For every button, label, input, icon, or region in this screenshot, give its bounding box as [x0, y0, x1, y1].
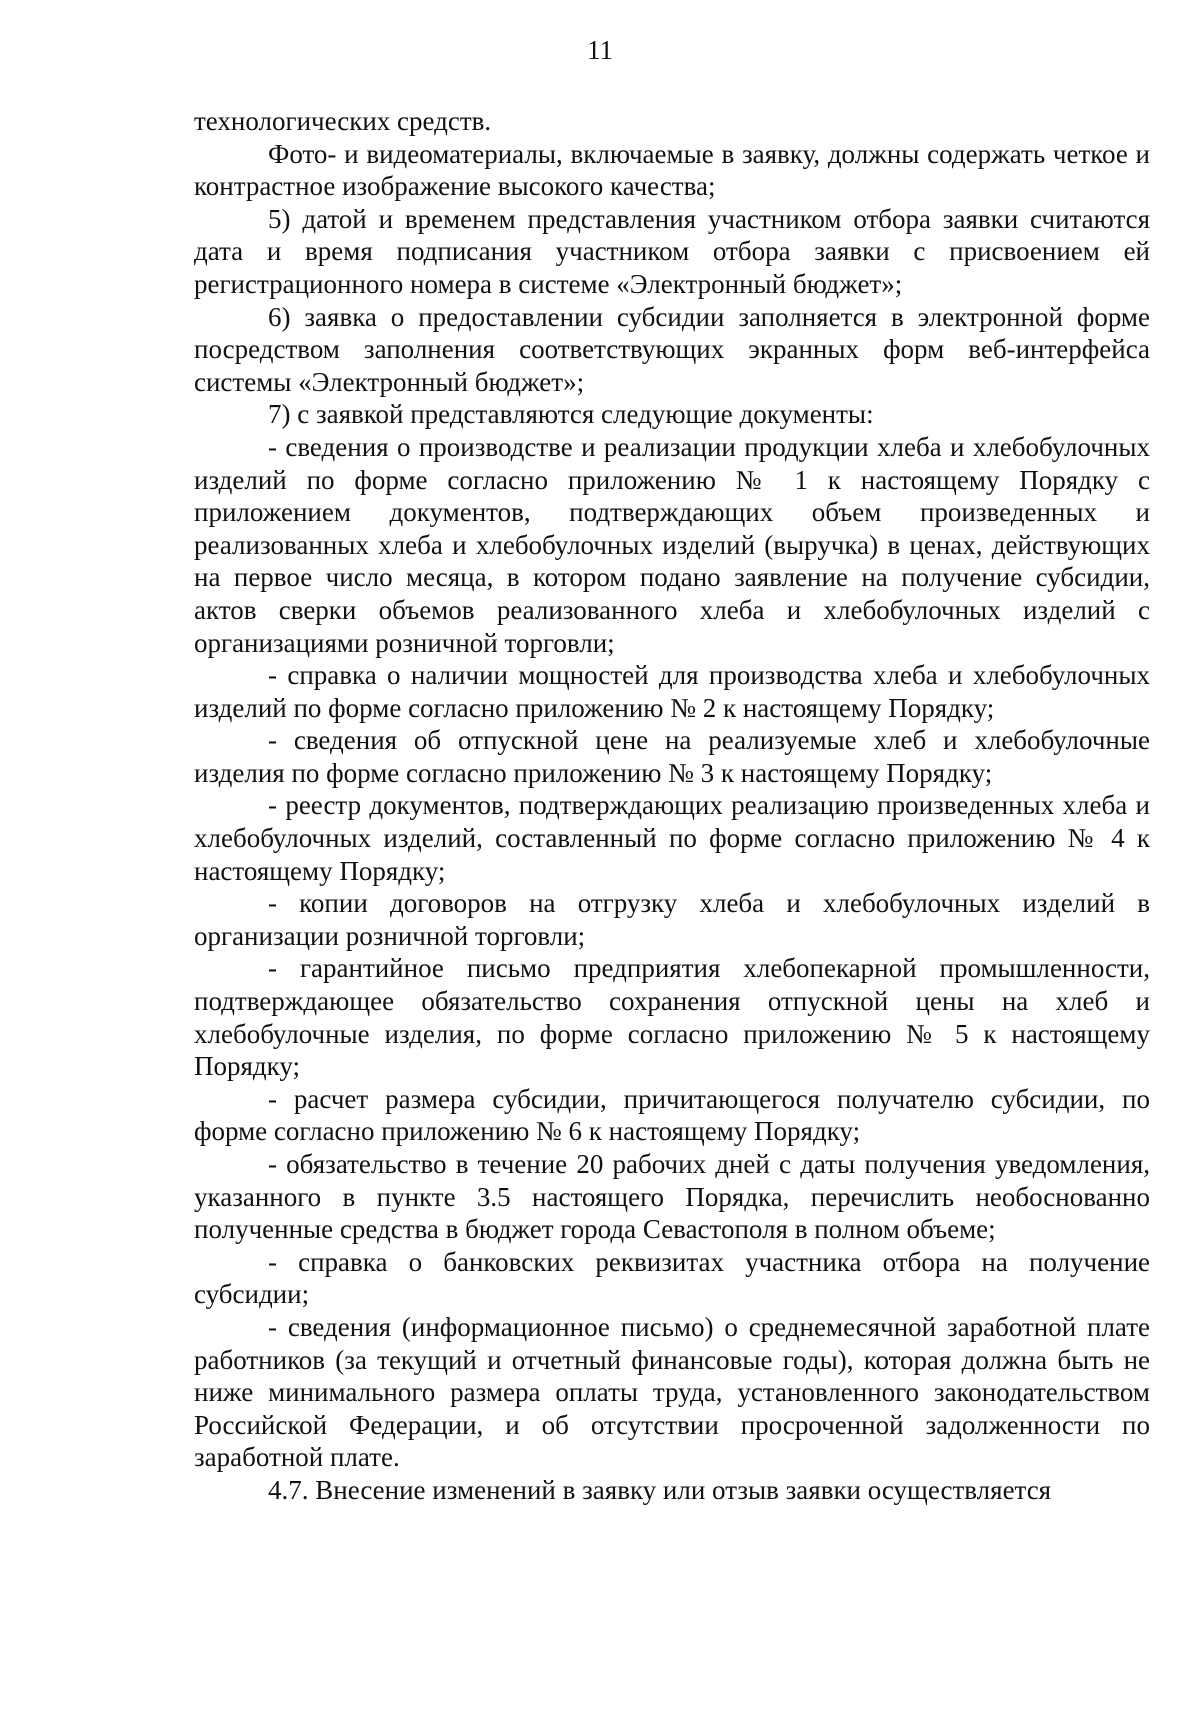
list-item-price-info: - сведения об отпускной цене на реализуемые хлеб и хлебобулочные изделия по форме согласно приложению № 3 к настоящему Порядку;	[194, 725, 1150, 788]
list-item-contract-copies: - копии договоров на отгрузку хлеба и хлебобулочных изделий в организации розничной торговли;	[194, 888, 1150, 951]
document-body	[194, 105, 1150, 1507]
list-item-guarantee-letter: - гарантийное письмо предприятия хлебопекарной промышленности, подтверждающее обязательство сохранения отпускной цены на хлеб и хлебобулочные изделия, по форме согласно приложению № 5 к настоящему Порядку;	[194, 953, 1150, 1082]
list-item-subsidy-calculation: - расчет размера субсидии, причитающегося получателю субсидии, по форме согласно приложению № 6 к настоящему Порядку;	[194, 1083, 1150, 1147]
paragraph-item-7: 7) с заявкой представляются следующие документы:	[268, 399, 874, 430]
paragraph-section-4-7: 4.7. Внесение изменений в заявку или отзыв заявки осуществляется	[268, 1474, 1052, 1505]
list-item-bank-details: - справка о банковских реквизитах участника отбора на получение субсидии;	[194, 1246, 1150, 1310]
list-item-capacity-certificate: - справка о наличии мощностей для производства хлеба и хлебобулочных изделий по форме согласно приложению № 2 к настоящему Порядку;	[194, 660, 1150, 723]
paragraph-item-5: 5) датой и временем представления участником отбора заявки считаются дата и время подписания участником отбора заявки с присвоением ей регистрационного номера в системе «Электронный бюджет»;	[194, 203, 1150, 299]
list-item-documents-register: - реестр документов, подтверждающих реализацию произведенных хлеба и хлебобулочных изделий, составленный по форме согласно приложению № 4 к настоящему Порядку;	[194, 790, 1150, 886]
list-item-refund-obligation: - обязательство в течение 20 рабочих дней с даты получения уведомления, указанного в пункте 3.5 настоящего Порядка, перечислить необоснованно полученные средства в бюджет города Севастополя в полном объеме;	[194, 1149, 1150, 1245]
paragraph-photo-video: Фото- и видеоматериалы, включаемые в заявку, должны содержать четкое и контрастное изображение высокого качества;	[194, 138, 1150, 202]
page-number: 11	[587, 35, 613, 65]
list-item-salary-info: - сведения (информационное письмо) о среднемесячной заработной плате работников (за текущий и отчетный финансовые годы), которая должна быть не ниже минимального размера оплаты труда, установленного законодательством Российской Федерации, и об отсутствии просроченной задолженности по заработной плате.	[194, 1311, 1150, 1473]
list-item-production-info: - сведения о производстве и реализации продукции хлеба и хлебобулочных изделий по форме согласно приложению № 1 к настоящему Порядку с приложением документов, подтверждающих объем произведенных и реализованных хлеба и хлебобулочных изделий (выручка) в ценах, действующих на первое число месяца, в котором подано заявление на получение субсидии, актов сверки объемов реализованного хлеба и хлебобулочных изделий с организациями розничной торговли;	[194, 431, 1150, 658]
paragraph-continuation: технологических средств.	[194, 106, 492, 136]
paragraph-item-6: 6) заявка о предоставлении субсидии заполняется в электронной форме посредством заполнения соответствующих экранных форм веб-интерфейса системы «Электронный бюджет»;	[194, 301, 1150, 397]
